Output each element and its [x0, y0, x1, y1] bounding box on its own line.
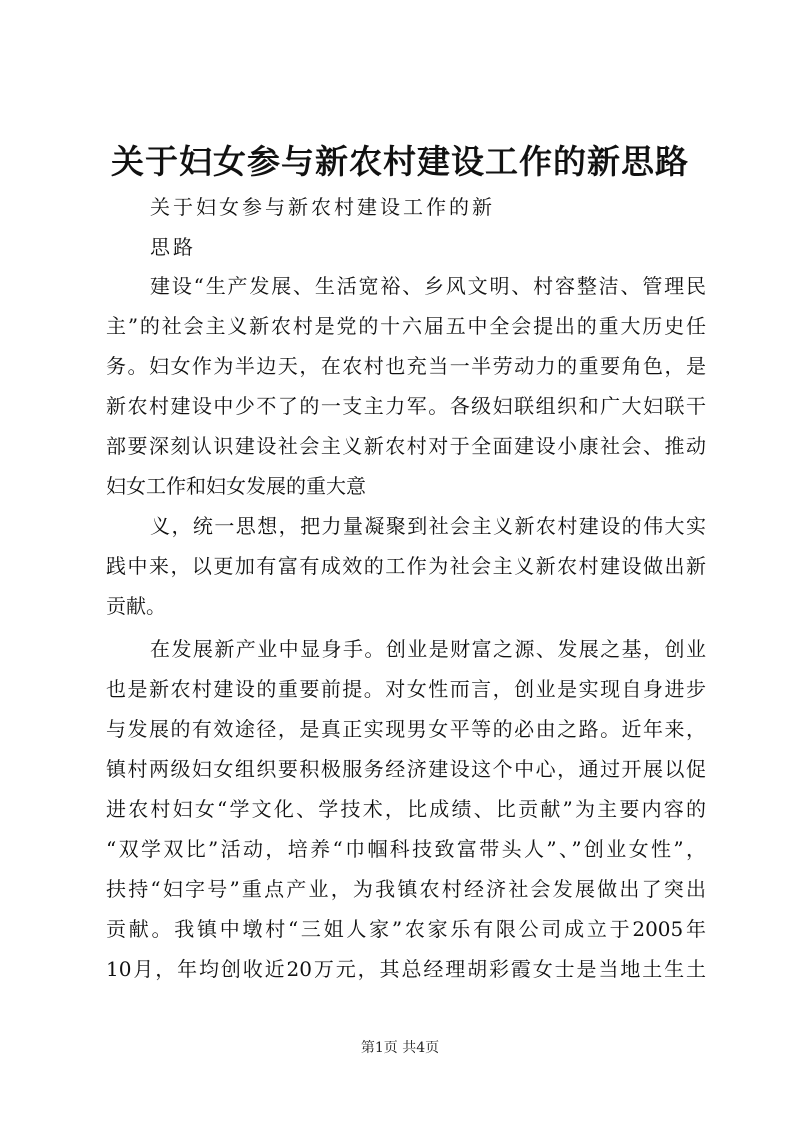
document-title: 关于妇女参与新农村建设工作的新思路	[111, 142, 689, 181]
paragraph-3-line-2: 也是新农村建设的重要前提。对女性而言，创业是实现自身进步	[106, 677, 706, 701]
paragraph-2-line-1: 义，统一思想，把力量凝聚到社会主义新农村建设的伟大实	[150, 514, 706, 538]
paragraph-2-line-3: 贡献。	[106, 594, 166, 618]
paragraph-3-line-8: 贡献。我镇中墩村“三姐人家”农家乐有限公司成立于2005年	[106, 917, 706, 941]
paragraph-3-line-3: 与发展的有效途径，是真正实现男女平等的必由之路。近年来，	[106, 717, 706, 741]
paragraph-1-line-2: 主”的社会主义新农村是党的十六届五中全会提出的重大历史任	[106, 314, 706, 338]
paragraph-1-line-6: 妇女工作和妇女发展的重大意	[106, 474, 366, 498]
paragraph-1-line-4: 新农村建设中少不了的一支主力军。各级妇联组织和广大妇联干	[106, 394, 706, 418]
subtitle-line-2: 思路	[150, 235, 196, 259]
paragraph-3-line-7: 扶持“妇字号”重点产业，为我镇农村经济社会发展做出了突出	[106, 877, 706, 901]
paragraph-3-line-4: 镇村两级妇女组织要积极服务经济建设这个中心，通过开展以促	[106, 757, 706, 781]
paragraph-3-line-6: “双学双比”活动，培养“巾帼科技致富带头人”、”创业女性”，	[106, 837, 706, 861]
paragraph-1-line-3: 务。妇女作为半边天，在农村也充当一半劳动力的重要角色，是	[106, 354, 706, 378]
paragraph-3-line-9: 10月，年均创收近20万元，其总经理胡彩霞女士是当地土生土	[106, 957, 706, 981]
paragraph-3-line-1: 在发展新产业中显身手。创业是财富之源、发展之基，创业	[150, 637, 706, 661]
paragraph-2-line-2: 践中来，以更加有富有成效的工作为社会主义新农村建设做出新	[106, 554, 706, 578]
subtitle-line-1: 关于妇女参与新农村建设工作的新	[150, 195, 495, 219]
page-footer: 第1页 共4页	[360, 1040, 440, 1056]
paragraph-3-line-5: 进农村妇女“学文化、学技术，比成绩、比贡献”为主要内容的	[106, 797, 706, 821]
paragraph-1-line-5: 部要深刻认识建设社会主义新农村对于全面建设小康社会、推动	[106, 434, 706, 458]
paragraph-1-line-1: 建设“生产发展、生活宽裕、乡风文明、村容整洁、管理民	[150, 274, 706, 298]
